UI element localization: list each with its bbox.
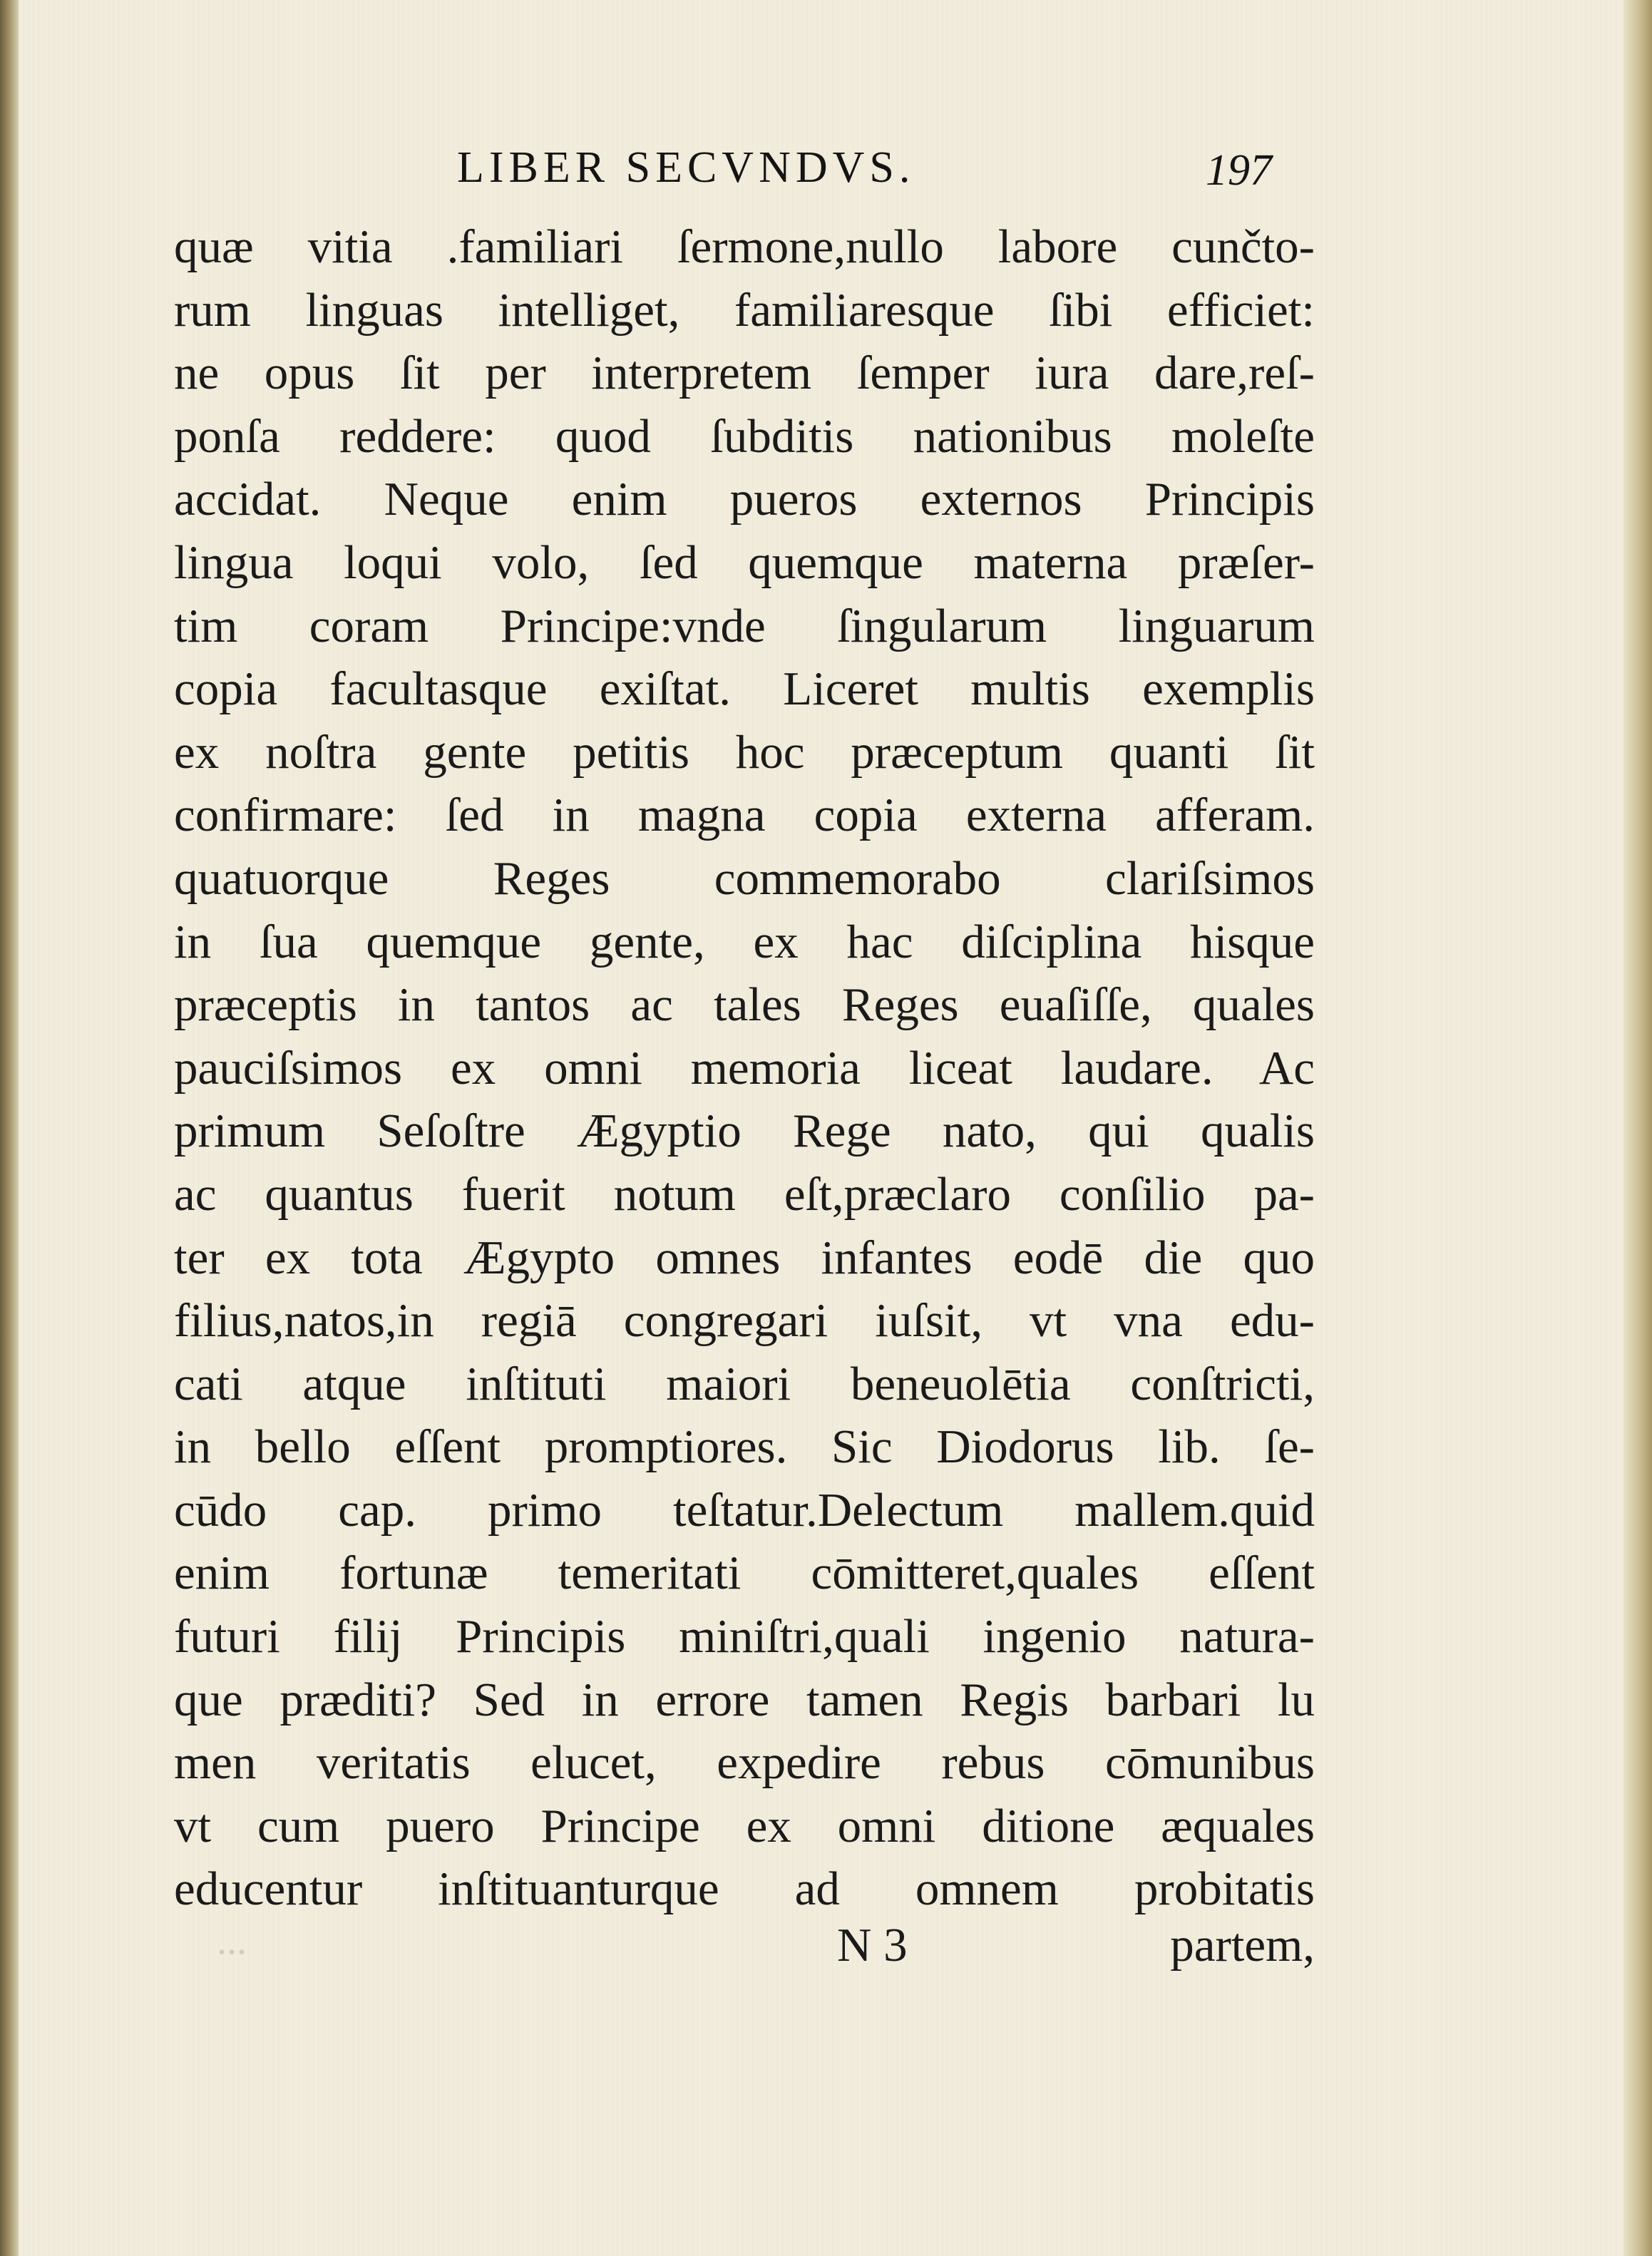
- text-line: educentur inſtituanturque ad omnem probitatis: [174, 1862, 1315, 1916]
- text-line: lingua loqui volo, ſed quemque materna præſer-: [174, 535, 1315, 589]
- binding-gutter-left: [0, 0, 19, 2256]
- text-line: copia facultasque exiſtat. Liceret multis exemplis: [174, 662, 1315, 716]
- text-line: primum Seſoſtre Ægyptio Rege nato, qui qualis: [174, 1104, 1315, 1158]
- page-number: 197: [1206, 146, 1272, 195]
- text-line: præceptis in tantos ac tales Reges euaſiſſe, quales: [174, 978, 1315, 1032]
- page-edge-right: [1623, 0, 1652, 2256]
- text-line: tim coram Principe:vnde ſingularum linguarum: [174, 599, 1315, 652]
- text-line: men veritatis elucet, expedire rebus cōmunibus: [174, 1736, 1315, 1790]
- text-line: confirmare: ſed in magna copia externa afferam.: [174, 789, 1315, 842]
- running-head: [19, 143, 1623, 200]
- text-line: quæ vitia .familiari ſermone,nullo labore cunčto-: [174, 220, 1315, 273]
- page-footer: [174, 1918, 1315, 1982]
- running-title: LIBER SECVNDVS.: [457, 143, 915, 192]
- catchword: partem,: [1170, 1919, 1315, 1972]
- text-line: quatuorque Reges commemorabo clariſsimos: [174, 851, 1315, 905]
- body-text: [174, 215, 1315, 1921]
- text-line: filius,natos,in regiā congregari iuſsit, vt vna edu-: [174, 1294, 1315, 1348]
- text-line: futuri filij Principis miniſtri,quali ingenio natura-: [174, 1610, 1315, 1663]
- text-line: pauciſsimos ex omni memoria liceat laudare. Ac: [174, 1041, 1315, 1094]
- text-line: accidat. Neque enim pueros externos Principis: [174, 473, 1315, 526]
- signature-mark: N 3: [837, 1919, 908, 1972]
- text-line: ne opus ſit per interpretem ſemper iura dare,reſ-: [174, 347, 1315, 400]
- text-line: enim fortunæ temeritati cōmitteret,quales eſſent: [174, 1547, 1315, 1600]
- text-line: ter ex tota Ægypto omnes infantes eodē die quo: [174, 1231, 1315, 1284]
- text-line: ex noſtra gente petitis hoc præceptum quanti ſit: [174, 725, 1315, 779]
- text-line: cūdo cap. primo teſtatur.Delectum mallem.quid: [174, 1483, 1315, 1537]
- text-line: in bello eſſent promptiores. Sic Diodorus lib. ſe-: [174, 1420, 1315, 1474]
- bleed-through-text: ...: [217, 1919, 247, 1963]
- text-line: ponſa reddere: quod ſubditis nationibus moleſte: [174, 409, 1315, 463]
- text-line: in ſua quemque gente, ex hac diſciplina hisque: [174, 915, 1315, 968]
- text-line: que præditi? Sed in errore tamen Regis barbari lu: [174, 1673, 1315, 1726]
- text-line: ac quantus fuerit notum eſt,præclaro conſilio pa-: [174, 1167, 1315, 1221]
- text-line: vt cum puero Principe ex omni ditione æquales: [174, 1799, 1315, 1852]
- book-page: [19, 0, 1623, 2256]
- text-line: rum linguas intelliget, familiaresque ſibi efficiet:: [174, 283, 1315, 337]
- text-line: cati atque inſtituti maiori beneuolētia conſtricti,: [174, 1357, 1315, 1410]
